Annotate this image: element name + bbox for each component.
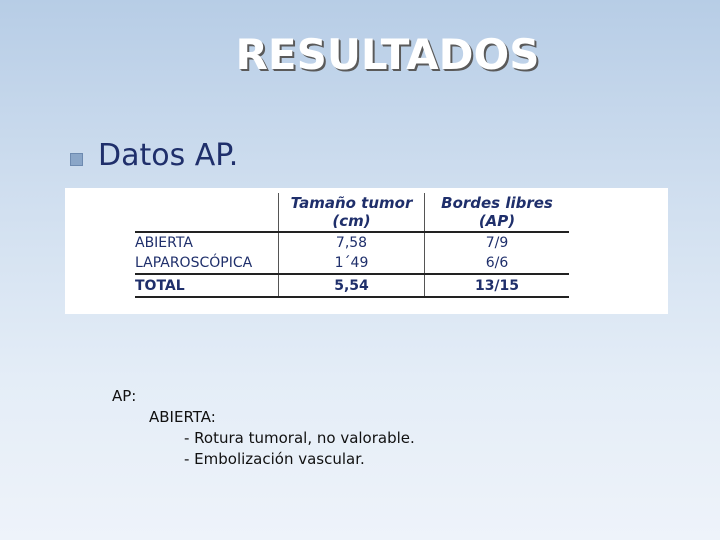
header-tumor-size xyxy=(279,193,425,232)
row-label: ABIERTA xyxy=(135,232,279,253)
header-tumor-size-line1: Tamaño tumor xyxy=(290,194,413,212)
header-free-edges-line2: (AP) xyxy=(478,212,516,230)
notes-block xyxy=(112,386,415,470)
row-size: 1´49 xyxy=(279,253,425,274)
square-bullet-icon xyxy=(70,153,83,166)
header-free-edges-line1: Bordes libres xyxy=(441,194,553,212)
table-row xyxy=(135,253,569,274)
notes-subheading: ABIERTA: xyxy=(149,408,216,426)
table-panel xyxy=(65,188,668,314)
slide-title: RESULTADOS xyxy=(235,30,540,79)
results-table xyxy=(135,193,569,298)
notes-heading: AP: xyxy=(112,387,137,405)
row-edges: 6/6 xyxy=(485,255,509,271)
notes-item: - Rotura tumoral, no valorable. xyxy=(184,429,415,447)
header-tumor-size-line2: (cm) xyxy=(332,212,371,230)
header-blank xyxy=(135,193,279,232)
notes-item: - Embolización vascular. xyxy=(184,450,365,468)
bullet-text: Datos AP. xyxy=(98,138,239,173)
total-size: 5,54 xyxy=(279,274,425,297)
table-row xyxy=(135,232,569,253)
header-free-edges xyxy=(425,193,570,232)
total-edges: 13/15 xyxy=(425,274,570,297)
row-edges: 7/9 xyxy=(485,235,509,251)
table-header-row xyxy=(135,193,569,232)
total-label: TOTAL xyxy=(135,274,279,297)
row-size: 7,58 xyxy=(279,232,425,253)
table-total-row xyxy=(135,274,569,297)
row-label: LAPAROSCÓPICA xyxy=(135,253,279,274)
